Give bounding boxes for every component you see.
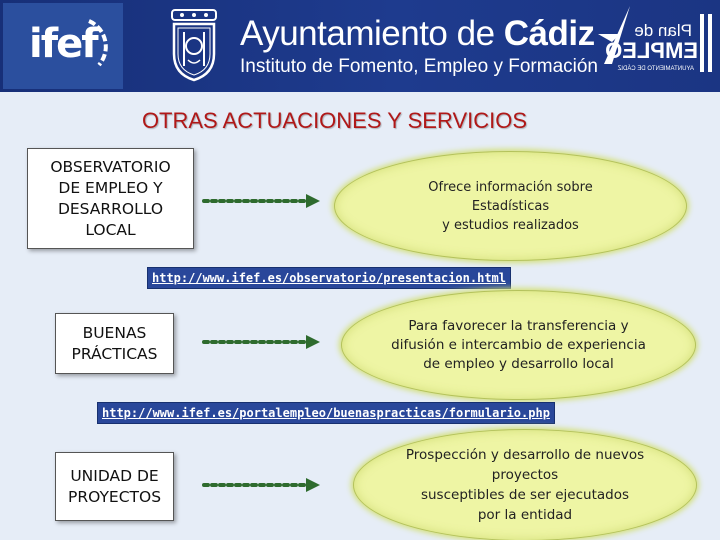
service-description-observatorio: Ofrece información sobre Estadísticas y estudios realizados xyxy=(335,152,686,260)
observatorio-link[interactable]: http://www.ifef.es/observatorio/presentacion.html xyxy=(147,267,511,289)
service-box-observatorio: OBSERVATORIO DE EMPLEO Y DESARROLLO LOCAL xyxy=(27,148,194,249)
page-title: OTRAS ACTUACIONES Y SERVICIOS xyxy=(141,108,528,133)
plan-logo-line2: EMPLEO xyxy=(605,38,698,63)
arrow-connector-1 xyxy=(200,192,322,210)
buenas-practicas-link[interactable]: http://www.ifef.es/portalempleo/buenaspracticas/formulario.php xyxy=(97,402,555,424)
service-description-buenas-practicas: Para favorecer la transferencia y difusión e intercambio de experiencia de empleo y desarrollo local xyxy=(342,291,695,399)
ayuntamiento-prefix: Ayuntamiento de xyxy=(240,14,504,53)
ifef-ring-icon xyxy=(3,3,123,89)
service-description-unidad-proyectos: Prospección y desarrollo de nuevos proyectos susceptibles de ser ejecutados por la entidad xyxy=(354,430,696,540)
service-box-buenas-practicas: BUENAS PRÁCTICAS xyxy=(55,313,174,374)
arrow-connector-2 xyxy=(200,333,322,351)
institute-subtitle: Instituto de Fomento, Empleo y Formación xyxy=(240,56,598,77)
plan-logo-side-text: AYUNTAMIENTO DE CÁDIZ xyxy=(617,66,694,72)
service-box-unidad-proyectos: UNIDAD DE PROYECTOS xyxy=(55,452,174,521)
ayuntamiento-title xyxy=(240,14,595,54)
arrow-connector-3 xyxy=(200,476,322,494)
header-banner xyxy=(0,0,720,92)
plan-logo-line1: Plan de xyxy=(634,21,692,40)
ifef-logo xyxy=(3,3,123,89)
plan-de-empleo-logo xyxy=(590,4,716,88)
ayuntamiento-city: Cádiz xyxy=(503,14,595,53)
coat-of-arms-icon xyxy=(166,8,222,82)
ifef-logo-text: ifef xyxy=(29,21,97,67)
